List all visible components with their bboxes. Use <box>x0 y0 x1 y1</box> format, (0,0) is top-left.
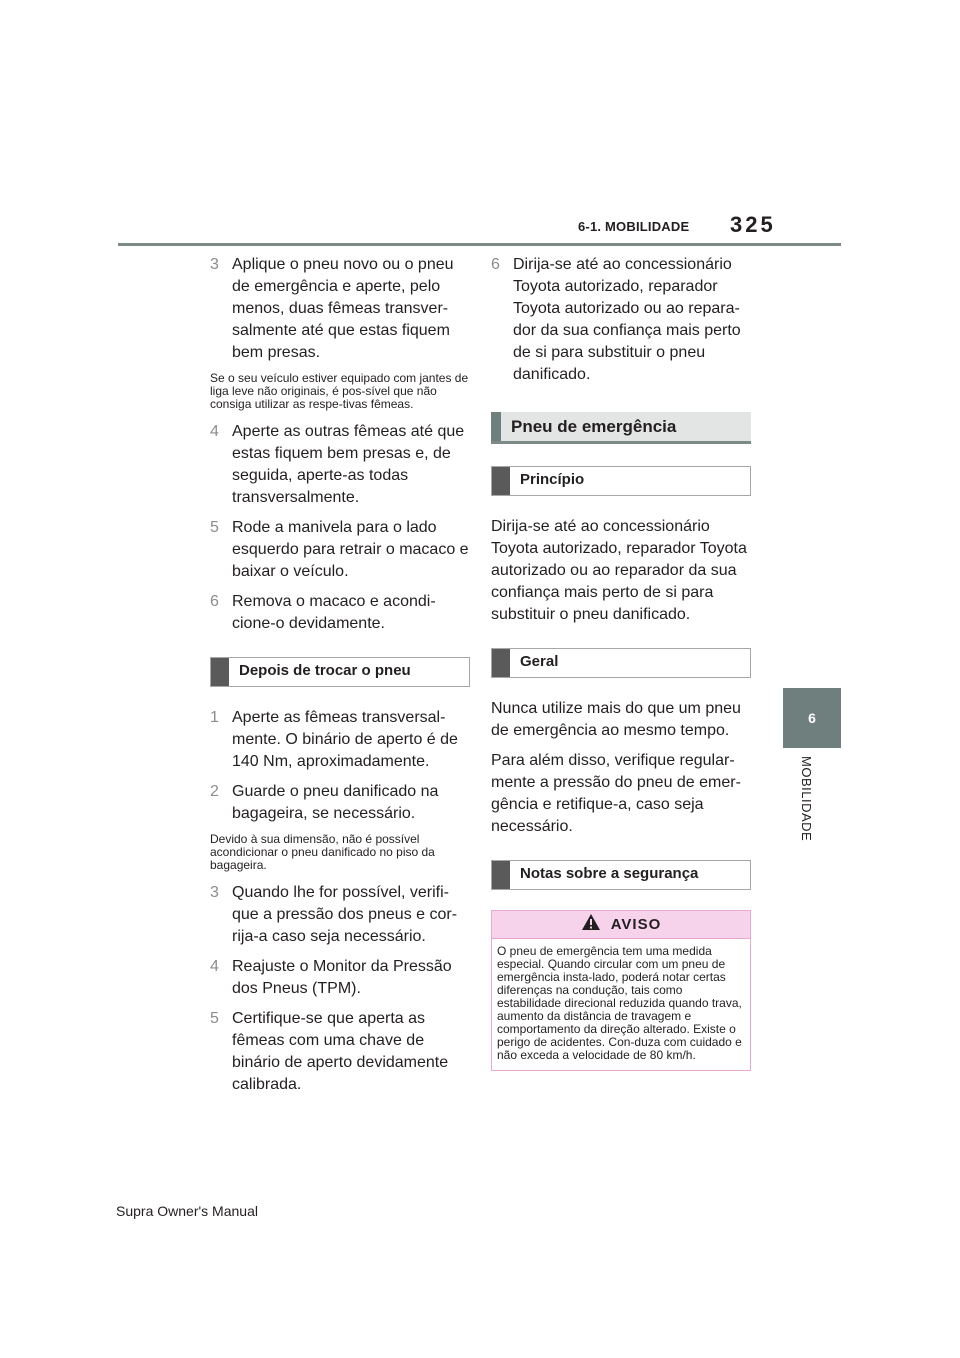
warning-triangle-icon <box>581 913 601 936</box>
step-number: 2 <box>210 783 219 800</box>
step-list <box>210 254 470 364</box>
step-item <box>210 421 470 509</box>
heading-marker <box>211 658 229 686</box>
warning-text: O pneu de emergência tem uma medida especial. Quando circular com um pneu de emergência insta-lado, poderá notar certas diferenças na condução, tais como estabilidade direcional reduzida quando trava, aumento da distância de travagem e comportamento da direção alterado. Existe o perigo de acidentes. Con-duza com cuidado e não exceda a velocidade de 80 km/h. <box>497 944 742 1062</box>
page-number: 325 <box>730 212 776 237</box>
step-number: 3 <box>210 884 219 901</box>
section-heading-after-change <box>210 657 470 687</box>
step-item <box>210 1008 470 1096</box>
heading-marker <box>491 412 501 441</box>
step-number: 5 <box>210 1010 219 1027</box>
chapter-label: MOBILIDADE <box>799 756 814 842</box>
step-number: 4 <box>210 958 219 975</box>
heading-marker <box>492 467 510 495</box>
section-heading-label: Notas sobre a segurança <box>520 865 699 882</box>
right-column <box>491 254 751 1071</box>
step-item <box>210 707 470 773</box>
warning-box <box>491 910 751 1071</box>
principle-text: Dirija-se até ao concessionário Toyota autorizado, reparador Toyota autorizado ou ao reparador da sua confiança mais perto de si para substituir o pneu danificado. <box>491 518 747 623</box>
step-text: Rode a manivela para o lado esquerdo para retrair o macaco e baixar o veículo. <box>232 519 469 580</box>
step-list <box>210 707 470 825</box>
step-item <box>210 956 470 1000</box>
section-heading-principle <box>491 466 751 496</box>
note-text: Se o seu veículo estiver equipado com jantes de liga leve não originais, é pos-sível que não consiga utilizar as respe-tivas fêmeas. <box>210 371 469 411</box>
warning-title: AVISO <box>610 916 662 933</box>
main-heading-label: Pneu de emergência <box>511 417 677 436</box>
left-column <box>210 254 470 1104</box>
step-item <box>210 591 470 635</box>
step-item <box>210 781 470 825</box>
step-item <box>210 882 470 948</box>
step-text: Reajuste o Monitor da Pressão dos Pneus (TPM). <box>232 958 452 997</box>
step-item <box>491 254 751 386</box>
step-text: Dirija-se até ao concessionário Toyota autorizado, reparador Toyota autorizado ou ao repara-dor da sua confiança mais perto de si para substituir o pneu danificado. <box>513 256 741 383</box>
step-number: 4 <box>210 423 219 440</box>
step-number: 1 <box>210 709 219 726</box>
step-item <box>210 254 470 364</box>
general-text: Para além disso, verifique regular-mente a pressão do pneu de emer-gência e retifique-a, caso seja necessário. <box>491 752 741 835</box>
chapter-tab[interactable] <box>783 688 841 748</box>
step-text: Aperte as outras fêmeas até que estas fiquem bem presas e, de seguida, aperte-as todas transversalmente. <box>232 423 465 506</box>
footer-text: Supra Owner's Manual <box>116 1203 258 1219</box>
section-heading-label: Geral <box>520 653 559 670</box>
step-number: 5 <box>210 519 219 536</box>
step-list <box>210 882 470 1096</box>
step-text: Quando lhe for possível, verifi-que a pressão dos pneus e cor-rija-a caso seja necessário. <box>232 884 458 945</box>
step-number: 3 <box>210 256 219 273</box>
section-heading-general <box>491 648 751 678</box>
step-number: 6 <box>491 256 500 273</box>
step-list <box>491 254 751 386</box>
section-title: 6-1. MOBILIDADE <box>578 219 690 234</box>
step-text: Aplique o pneu novo ou o pneu de emergência e aperte, pelo menos, duas fêmeas transver-salmente até que estas fiquem bem presas. <box>232 256 454 361</box>
section-heading-safety <box>491 860 751 890</box>
header-divider <box>118 243 841 246</box>
section-heading-label: Depois de trocar o pneu <box>239 662 411 679</box>
step-text: Aperte as fêmeas transversal-mente. O binário de aperto é de 140 Nm, aproximadamente. <box>232 709 458 770</box>
step-text: Guarde o pneu danificado na bagageira, se necessário. <box>232 783 439 822</box>
warning-header <box>492 911 750 939</box>
chapter-number: 6 <box>808 710 816 726</box>
step-text: Remova o macaco e acondi-cione-o devidamente. <box>232 593 436 632</box>
section-heading-label: Princípio <box>520 471 585 488</box>
step-list <box>210 421 470 635</box>
step-number: 6 <box>210 593 219 610</box>
main-heading <box>491 412 751 444</box>
step-text: Certifique-se que aperta as fêmeas com uma chave de binário de aperto devidamente calibrada. <box>232 1010 449 1093</box>
general-text: Nunca utilize mais do que um pneu de emergência ao mesmo tempo. <box>491 700 741 739</box>
note-text: Devido à sua dimensão, não é possível acondicionar o pneu danificado no piso da bagageira. <box>210 832 435 872</box>
heading-marker <box>492 861 510 889</box>
heading-marker <box>492 649 510 677</box>
step-item <box>210 517 470 583</box>
